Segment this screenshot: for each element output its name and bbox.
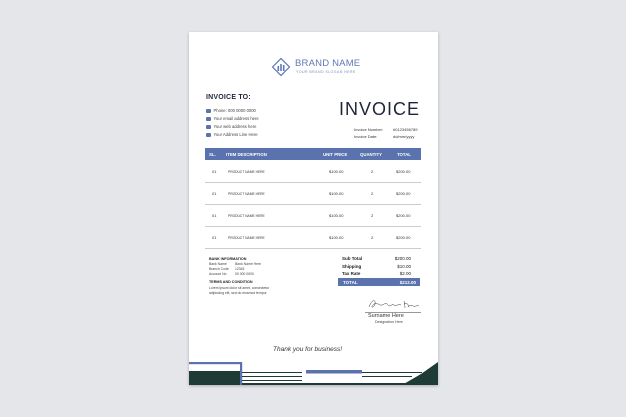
row-item-name: PRODUCT NAME HERE (228, 169, 265, 174)
subtotal-value: $200.00 (394, 256, 411, 261)
row-sl: 01 (212, 191, 217, 196)
location-icon (206, 133, 211, 138)
branch-code-label: Branch Code (209, 267, 229, 271)
bank-name-label: Bank Name (209, 262, 227, 266)
row-unit-price: $100.00 (329, 235, 344, 240)
row-item-name: PRODUCT NAME HERE (228, 191, 265, 196)
header-item-description: ITEM DESCRIPTION (226, 151, 267, 157)
row-total: $200.00 (396, 191, 411, 196)
invoice-number-label: Invoice Number: (354, 127, 384, 132)
table-row (205, 182, 421, 205)
signature-image (367, 297, 421, 311)
terms-title: TERMS AND CONDITION (209, 280, 253, 284)
table-row (205, 226, 421, 249)
total-label: TOTAL (343, 279, 358, 285)
row-quantity: 2 (371, 235, 374, 240)
tax-rate-label: Tax Rate (342, 271, 361, 276)
branch-code-value: 12345 (235, 267, 245, 271)
subtotal-label: Sub Total (342, 256, 363, 261)
thank-you-text: Thank you for business! (273, 346, 343, 353)
bank-info-title: BANK INFORMATION (209, 257, 247, 261)
row-total: $200.00 (396, 169, 411, 174)
row-item-name: PRODUCT NAME HERE (228, 213, 265, 218)
contact-address: Your Address Line Here (206, 132, 306, 139)
header-quantity: QUANTITY (360, 151, 382, 157)
row-sl: 01 (212, 235, 217, 240)
invoice-title: INVOICE (338, 99, 420, 119)
shipping-value: $10.00 (397, 264, 411, 269)
account-no-value: 00 000 0000 (235, 272, 254, 276)
row-quantity: 2 (371, 169, 374, 174)
invoice-page (189, 32, 438, 385)
table-row (205, 204, 421, 227)
row-quantity: 2 (371, 191, 374, 196)
contact-web: Your web address here (206, 124, 306, 131)
row-total: $200.00 (396, 235, 411, 240)
grand-total-bar (338, 278, 420, 286)
brand-slogan: YOUR BRAND SLOGAN HERE (296, 70, 356, 74)
header-sl: SL. (209, 151, 216, 157)
row-total: $200.00 (396, 213, 411, 218)
footer-decoration (189, 362, 438, 385)
row-quantity: 2 (371, 213, 374, 218)
invoice-date-label: Invoice Date: (354, 134, 378, 139)
invoice-date-value: dd/mm/yyyy (393, 134, 415, 139)
contact-email: Your email address here (206, 116, 306, 123)
account-no-label: Account No (209, 272, 227, 276)
total-value: $212.00 (399, 279, 416, 285)
tax-rate-value: $2.00 (399, 271, 411, 276)
row-sl: 01 (212, 213, 217, 218)
table-header (205, 148, 421, 160)
row-unit-price: $100.00 (329, 169, 344, 174)
invoice-number-value: #0123456789 (393, 127, 418, 132)
signature-name: Surname Here (368, 313, 404, 319)
header-unit-price: UNIT PRICE (323, 151, 348, 157)
brand-name: BRAND NAME (295, 58, 361, 69)
globe-icon (206, 125, 211, 130)
row-unit-price: $100.00 (329, 191, 344, 196)
table-row (205, 160, 421, 183)
brand-logo-icon (271, 57, 291, 77)
contact-phone: Phone: 000 0000 0000 (206, 108, 306, 115)
row-item-name: PRODUCT NAME HERE (228, 235, 265, 240)
shipping-label: Shipping (342, 264, 362, 269)
row-unit-price: $100.00 (329, 213, 344, 218)
terms-line: adipiscing elit, sed do eiusmod tempor (209, 291, 267, 295)
phone-icon (206, 109, 211, 114)
row-sl: 01 (212, 169, 217, 174)
signature-designation: Designation Here (375, 320, 403, 324)
invoice-to-label: INVOICE TO: (206, 94, 251, 101)
header-total: TOTAL (397, 151, 411, 157)
bank-name-value: Bank Name Here (235, 262, 262, 266)
email-icon (206, 117, 211, 122)
terms-line: Lorem ipsum dolor sit amet, consectetur (209, 286, 270, 290)
